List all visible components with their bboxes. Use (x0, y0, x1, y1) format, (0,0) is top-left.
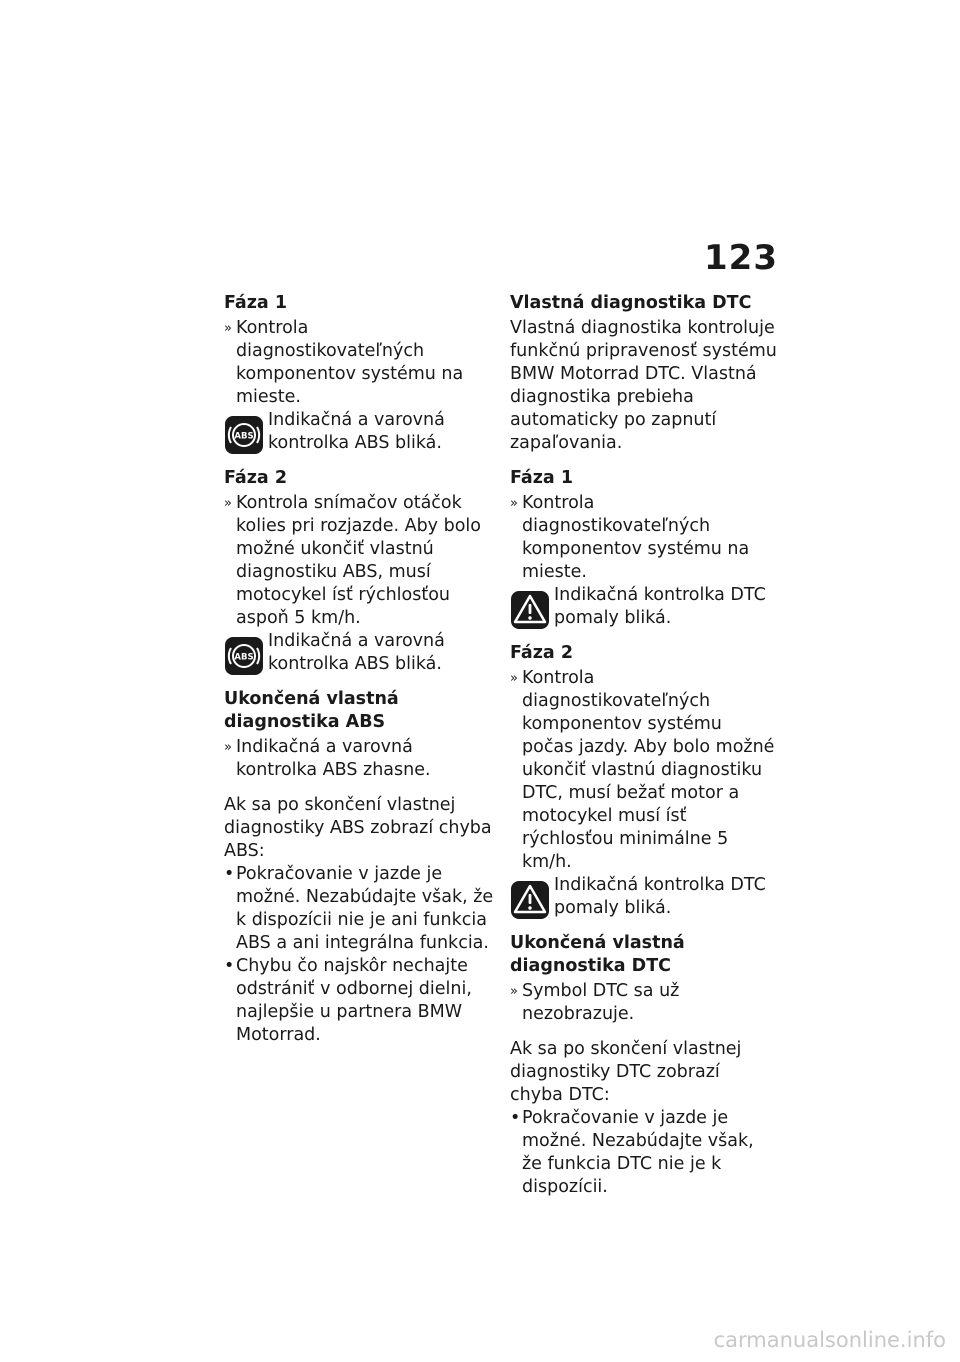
dtc-warning-triangle-icon (510, 590, 550, 630)
abs-phase2-indicator (224, 630, 494, 676)
dtc-intro: Vlastná diagnostika kontroluje funkčnú pripravenosť systému BMW Motorrad DTC. Vlastná diagnostika prebieha automaticky po zapnutí zapaľovania. (510, 318, 777, 453)
abs-phase1-step (224, 317, 494, 409)
bullet-icon: • (510, 1108, 521, 1128)
dtc-phase1-heading: Fáza 1 (510, 468, 574, 488)
abs-phase1-indicator (224, 409, 494, 455)
dtc-error-intro: Ak sa po skončení vlastnej diagnostiky DTC zobrazí chyba DTC: (510, 1039, 742, 1105)
bullet-icon: • (224, 864, 235, 884)
abs-icon-label: ABS (234, 652, 254, 663)
dtc-phase1-section (510, 467, 778, 630)
abs-finished-step-text: Indikačná a varovná kontrolka ABS zhasne. (236, 737, 431, 780)
dtc-finished-heading: Ukončená vlastná diagnostika DTC (510, 933, 685, 976)
abs-warning-icon (224, 636, 264, 676)
dtc-phase2-step-text: Kontrola diagnostikovateľných komponentov systému počas jazdy. Aby bolo možné ukončiť vlastnú diagnostiku DTC, musí bežať motor a motocykel musí ísť rýchlosťou minimálne 5 km/h. (522, 668, 775, 872)
list-item-text: Pokračovanie v jazde je možné. Nezabúdajte však, že funkcia DTC nie je k dispozícii. (522, 1108, 754, 1197)
list-item-text: Chybu čo najskôr nechajte odstrániť v odbornej dielni, najlepšie u partnera BMW Motorrad. (236, 956, 472, 1045)
dtc-finished-section (510, 932, 778, 1026)
list-item (224, 955, 494, 1047)
abs-phase1-indicator-text: Indikačná a varovná kontrolka ABS bliká. (268, 410, 445, 453)
arrow-icon: » (224, 740, 232, 755)
list-item (224, 863, 494, 955)
abs-icon-label: ABS (234, 431, 254, 442)
dtc-phase2-section (510, 642, 778, 920)
abs-error-intro: Ak sa po skončení vlastnej diagnostiky ABS zobrazí chyba ABS: (224, 795, 492, 861)
dtc-phase1-indicator (510, 584, 778, 630)
abs-finished-step (224, 736, 494, 782)
arrow-icon: » (510, 671, 518, 686)
dtc-finished-step-text: Symbol DTC sa už nezobrazuje. (522, 981, 680, 1024)
dtc-heading: Vlastná diagnostika DTC (510, 293, 752, 313)
list-item (510, 1107, 778, 1199)
dtc-phase1-step (510, 492, 778, 584)
abs-phase2-heading: Fáza 2 (224, 468, 288, 488)
arrow-icon: » (510, 984, 518, 999)
abs-phase2-section (224, 467, 494, 676)
dtc-phase2-heading: Fáza 2 (510, 643, 574, 663)
dtc-phase2-indicator (510, 874, 778, 920)
dtc-phase2-step (510, 667, 778, 874)
abs-finished-section (224, 688, 494, 782)
abs-phase1-heading: Fáza 1 (224, 293, 288, 313)
right-column (510, 292, 778, 1199)
watermark-footer: carmanualsonline.info (713, 1328, 946, 1352)
abs-phase2-step-text: Kontrola snímačov otáčok kolies pri rozjazde. Aby bolo možné ukončiť vlastnú diagnostiku ABS, musí motocykel ísť rýchlosťou aspoň 5 km/h. (236, 493, 481, 628)
dtc-intro-section (510, 292, 778, 455)
dtc-error-section (510, 1038, 778, 1199)
abs-finished-heading: Ukončená vlastná diagnostika ABS (224, 689, 399, 732)
dtc-finished-step (510, 980, 778, 1026)
dtc-phase1-indicator-text: Indikačná kontrolka DTC pomaly bliká. (554, 585, 766, 628)
page-number: 123 (704, 238, 778, 278)
bullet-icon: • (224, 956, 235, 976)
abs-warning-icon (224, 415, 264, 455)
dtc-phase1-step-text: Kontrola diagnostikovateľných komponentov systému na mieste. (522, 493, 750, 582)
left-column (224, 292, 494, 1047)
abs-phase1-section (224, 292, 494, 455)
dtc-phase2-indicator-text: Indikačná kontrolka DTC pomaly bliká. (554, 875, 766, 918)
abs-phase2-indicator-text: Indikačná a varovná kontrolka ABS bliká. (268, 631, 445, 674)
list-item-text: Pokračovanie v jazde je možné. Nezabúdajte však, že k dispozícii nie je ani funkcia ABS a ani integrálna funkcia. (236, 864, 494, 953)
abs-error-section (224, 794, 494, 1047)
dtc-warning-triangle-icon (510, 880, 550, 920)
arrow-icon: » (224, 496, 232, 511)
arrow-icon: » (510, 496, 518, 511)
abs-phase2-step (224, 492, 494, 630)
abs-phase1-step-text: Kontrola diagnostikovateľných komponentov systému na mieste. (236, 318, 464, 407)
arrow-icon: » (224, 321, 232, 336)
